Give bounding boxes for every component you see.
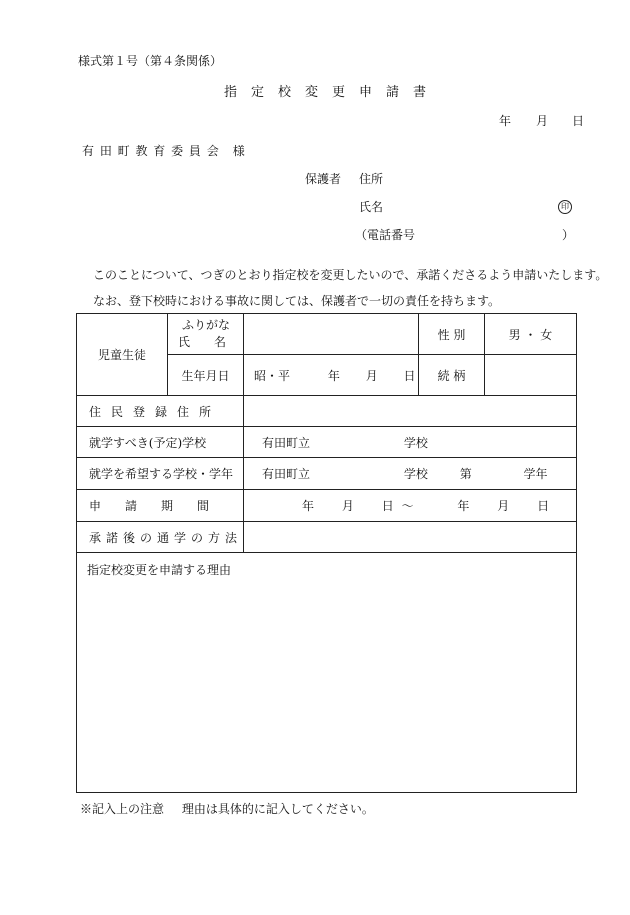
name-label: 氏 名 [178, 335, 227, 349]
table-row-reason [77, 553, 577, 793]
form-title: 指定校変更申請書 [224, 85, 441, 100]
note-label: ※記入上の注意 [80, 802, 165, 816]
student-name-field[interactable] [244, 314, 419, 355]
note-text: 理由は具体的に記入してください。 [181, 802, 374, 816]
table-row-address [77, 396, 577, 427]
period-end-day: 日 [537, 499, 550, 513]
form-number: 様式第１号（第４条関係） [78, 54, 223, 68]
body-text-line2: なお、登下校時における事故に関しては、保護者で一切の責任を持ちます。 [93, 294, 501, 308]
birth-day-label: 日 [403, 368, 416, 383]
period-start-month: 月 [341, 499, 354, 513]
footer-note [80, 800, 374, 817]
table-row-desired-school [77, 458, 577, 490]
table-row-period [77, 490, 577, 522]
gender-options[interactable]: 男 ・ 女 [485, 314, 577, 355]
period-end-year: 年 [457, 499, 470, 513]
period-end-month: 月 [497, 499, 510, 513]
birth-date-field[interactable] [244, 355, 419, 396]
commute-method-label: 承諾後の通学の方法 [77, 522, 244, 553]
desired-school-field[interactable] [244, 458, 577, 490]
period-field[interactable] [244, 490, 577, 522]
guardian-phone-label: （電話番号 [355, 228, 416, 242]
table-row-commute [77, 522, 577, 553]
designated-school-label: 就学すべき(予定)学校 [77, 427, 244, 458]
grade-prefix: 第 [459, 467, 472, 481]
application-table [76, 313, 577, 793]
desired-school-suffix: 学校 [403, 467, 428, 481]
birth-year-label: 年 [327, 368, 340, 383]
addressee: 有 田 町 教 育 委 員 会 様 [82, 144, 246, 158]
relation-label: 続 柄 [419, 355, 485, 396]
birth-era: 昭・平 [254, 368, 291, 383]
registered-address-field[interactable] [244, 396, 577, 427]
body-text-line1: このことについて、つぎのとおり指定校を変更したいので、承諾くださるよう申請いたします。 [93, 268, 608, 282]
guardian-label: 保護者 [305, 172, 342, 186]
desired-town-prefix: 有田町立 [262, 467, 311, 481]
birth-month-label: 月 [365, 368, 378, 383]
registered-address-label: 住民登録住所 [77, 396, 244, 427]
gender-label: 性 別 [419, 314, 485, 355]
birth-label: 生年月日 [168, 355, 244, 396]
student-name-label-cell [168, 314, 244, 355]
table-row-student-name [77, 314, 577, 355]
desired-school-label: 就学を希望する学校・学年 [77, 458, 244, 490]
reason-label: 指定校変更を申請する理由 [87, 563, 232, 577]
reason-field[interactable] [77, 553, 577, 793]
period-start-day: 日 [381, 499, 394, 513]
period-label: 申請期間 [77, 490, 244, 522]
date-year-label: 年 [499, 114, 512, 128]
furigana-label: ふりがな [182, 318, 231, 332]
guardian-phone-close: ） [562, 228, 575, 242]
date-day-label: 日 [572, 114, 585, 128]
guardian-name-label: 氏名 [359, 200, 384, 214]
seal-mark [558, 198, 572, 214]
grade-suffix: 学年 [523, 467, 548, 481]
commute-method-field[interactable] [244, 522, 577, 553]
designated-town-prefix: 有田町立 [262, 435, 311, 450]
student-label: 児童生徒 [77, 314, 168, 396]
designated-school-field[interactable] [244, 427, 577, 458]
designated-school-suffix: 学校 [403, 435, 428, 450]
guardian-address-label: 住所 [359, 172, 384, 186]
seal-icon: 印 [558, 200, 572, 214]
period-tilde: ～ [401, 499, 414, 513]
relation-field[interactable] [485, 355, 577, 396]
period-start-year: 年 [302, 499, 315, 513]
date-month-label: 月 [536, 114, 549, 128]
table-row-designated-school [77, 427, 577, 458]
